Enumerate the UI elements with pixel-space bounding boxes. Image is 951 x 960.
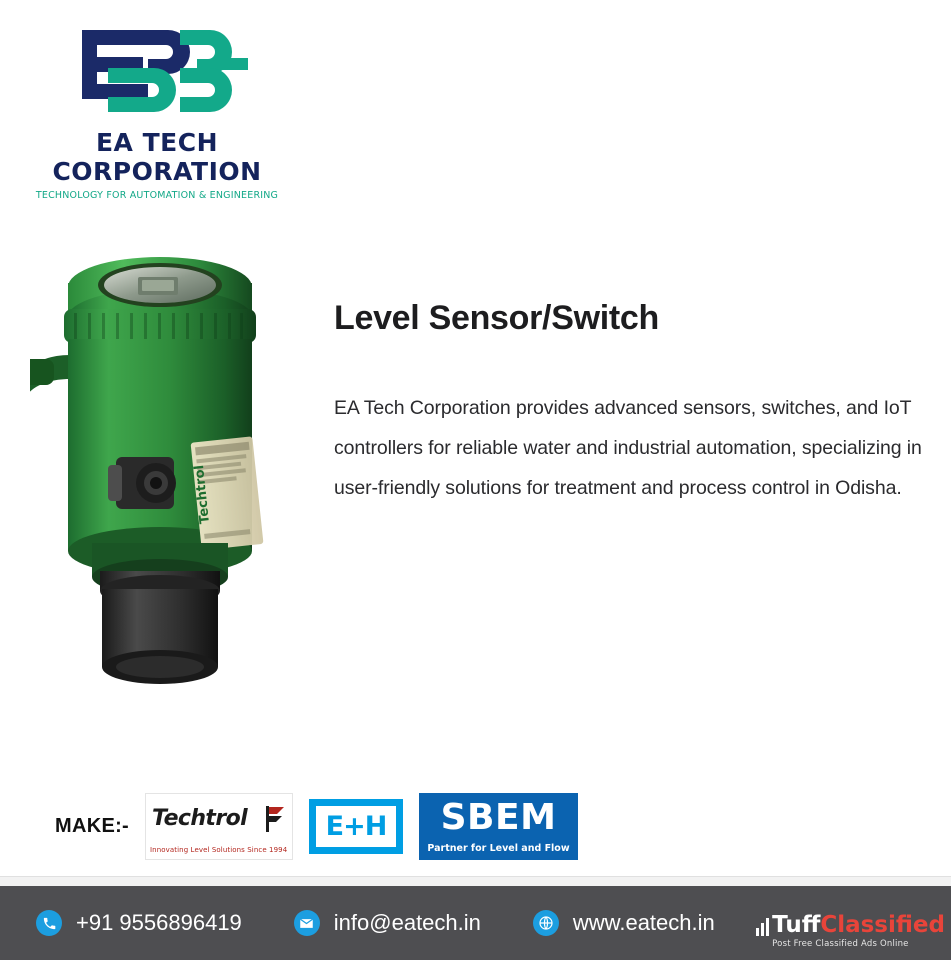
techtrol-flag-icon: [252, 804, 286, 834]
footer-phone-text: +91 9556896419: [76, 910, 242, 935]
tuffclassified-watermark: [756, 911, 945, 949]
footer-contact-email[interactable]: [294, 910, 481, 936]
techtrol-tagline: Innovating Level Solutions Since 1994: [150, 846, 288, 854]
eh-name: E+H: [325, 811, 387, 842]
company-name: EA TECH CORPORATION: [52, 128, 262, 186]
brand-logo-techtrol: [145, 793, 293, 860]
description-text: EA Tech Corporation provides advanced sensors, switches, and IoT controllers for reliable water and industrial automation, specializing in user-friendly solutions for treatment and process control in Odisha.: [334, 397, 922, 499]
watermark-text: [772, 911, 945, 949]
page-title: Level Sensor/Switch: [334, 299, 659, 337]
envelope-icon: [294, 910, 320, 936]
watermark-name-part2: Classified: [820, 911, 945, 938]
globe-icon: [533, 910, 559, 936]
watermark-name-part1: Tuff: [772, 911, 821, 938]
footer-email-text: info@eatech.in: [333, 910, 481, 935]
company-logo-block: [22, 18, 292, 201]
footer-contact-phone[interactable]: [36, 910, 242, 936]
eh-inner-box: [316, 806, 396, 847]
footer-contact-website[interactable]: [533, 910, 715, 936]
sbem-name: SBEM: [440, 797, 557, 838]
company-tagline: TECHNOLOGY FOR AUTOMATION & ENGINEERING: [35, 190, 279, 201]
svg-text:Techtrol: Techtrol: [191, 464, 214, 525]
watermark-tagline: Post Free Classified Ads Online: [772, 938, 909, 949]
ultrasonic-level-sensor-photo: [30, 243, 310, 693]
footer-website-text: www.eatech.in: [572, 910, 715, 935]
signal-bars-icon: [756, 914, 769, 936]
techtrol-name: Techtrol: [152, 806, 248, 831]
content-column: [334, 300, 934, 508]
footer-divider: [0, 876, 951, 886]
make-label: MAKE:-: [55, 815, 130, 837]
ea-monogram-icon: [72, 18, 257, 124]
make-row: [55, 793, 578, 860]
brand-logo-eh: [309, 799, 403, 854]
sbem-tagline: Partner for Level and Flow: [427, 843, 570, 854]
phone-icon: [36, 910, 62, 936]
brand-logo-sbem: [419, 793, 578, 860]
